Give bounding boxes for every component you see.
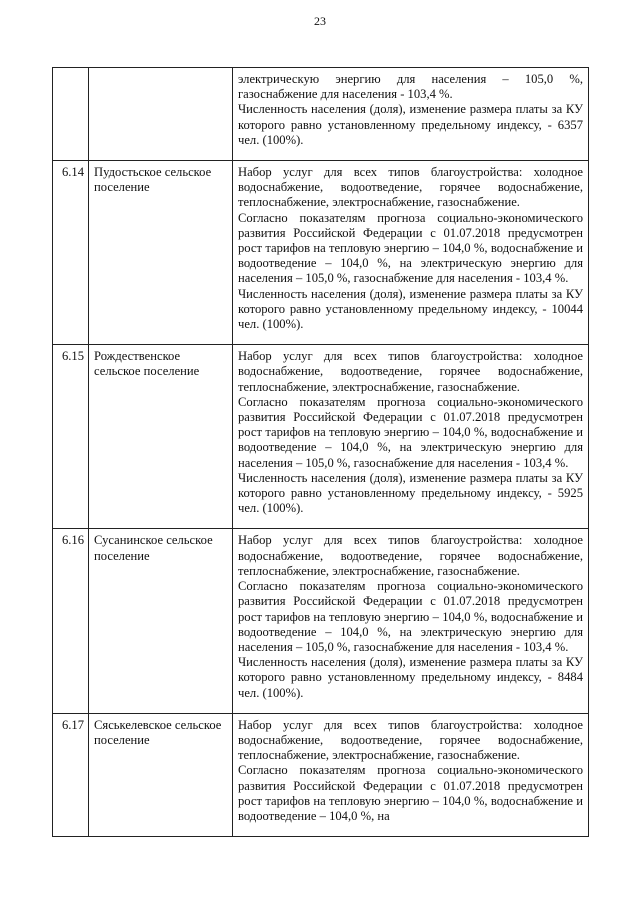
table-row	[53, 345, 589, 529]
description-paragraph: Набор услуг для всех типов благоустройства: холодное водоснабжение, водоотведение, горячее водоснабжение, теплоснабжение, электроснабжение, газоснабжение.	[238, 717, 583, 763]
description-paragraph: Численность населения (доля), изменение размера платы за КУ которого равно установленному предельному индексу, - 6357 чел. (100%).	[238, 102, 583, 147]
settlement-name-cell: Пудостьское сельское поселение	[89, 161, 233, 345]
description-paragraph: Согласно показателям прогноза социально-экономического развития Российской Федерации с 01.07.2018 предусмотрен рост тарифов на тепловую энергию – 104,0 %, водоснабжение и водоотведение – 104,0 %, на	[238, 763, 583, 823]
description-paragraph: Набор услуг для всех типов благоустройства: холодное водоснабжение, водоотведение, горячее водоснабжение, теплоснабжение, электроснабжение, газоснабжение.	[238, 533, 583, 578]
row-number-cell: 6.16	[53, 529, 89, 713]
settlement-name-cell	[89, 68, 233, 161]
table-row	[53, 713, 589, 836]
description-paragraph: Численность населения (доля), изменение размера платы за КУ которого равно установленному предельному индексу, - 8484 чел. (100%).	[238, 655, 583, 700]
settlement-name-cell: Сяськелевское сельское поселение	[89, 713, 233, 836]
description-cell	[233, 68, 589, 161]
row-number-cell	[53, 68, 89, 161]
description-cell	[233, 161, 589, 345]
description-paragraph: Численность населения (доля), изменение размера платы за КУ которого равно установленному предельному индексу, - 10044 чел. (100%).	[238, 286, 583, 332]
description-paragraph: Численность населения (доля), изменение размера платы за КУ которого равно установленному предельному индексу, - 5925 чел. (100%).	[238, 470, 583, 516]
description-paragraph: Набор услуг для всех типов благоустройства: холодное водоснабжение, водоотведение, горячее водоснабжение, теплоснабжение, электроснабжение, газоснабжение.	[238, 349, 583, 394]
description-cell	[233, 529, 589, 713]
settlement-name-cell: Сусанинское сельское поселение	[89, 529, 233, 713]
table-body	[53, 68, 589, 837]
row-number-cell: 6.15	[53, 345, 89, 529]
settlement-name-cell: Рождественское сельское поселение	[89, 345, 233, 529]
description-paragraph: Согласно показателям прогноза социально-экономического развития Российской Федерации с 01.07.2018 предусмотрен рост тарифов на тепловую энергию – 104,0 %, водоснабжение и водоотведение – 104,0 %, на электрическую энергию для населения – 105,0 %, газоснабжение для населения - 103,4 %.	[238, 210, 583, 286]
table-row	[53, 529, 589, 713]
page-number: 23	[314, 14, 326, 28]
row-number-cell: 6.14	[53, 161, 89, 345]
description-paragraph: Согласно показателям прогноза социально-экономического развития Российской Федерации с 01.07.2018 предусмотрен рост тарифов на тепловую энергию – 104,0 %, водоснабжение и водоотведение – 104,0 %, на электрическую энергию для населения – 105,0 %, газоснабжение для населения - 103,4 %.	[238, 394, 583, 470]
table-row	[53, 68, 589, 161]
table-row	[53, 161, 589, 345]
description-cell	[233, 713, 589, 836]
description-paragraph: Набор услуг для всех типов благоустройства: холодное водоснабжение, водоотведение, горячее водоснабжение, теплоснабжение, электроснабжение, газоснабжение.	[238, 165, 583, 210]
description-paragraph: электрическую энергию для населения – 105,0 %, газоснабжение для населения - 103,4 %.	[238, 72, 583, 102]
tariff-table	[52, 67, 589, 837]
description-cell	[233, 345, 589, 529]
row-number-cell: 6.17	[53, 713, 89, 836]
description-paragraph: Согласно показателям прогноза социально-экономического развития Российской Федерации с 01.07.2018 предусмотрен рост тарифов на тепловую энергию – 104,0 %, водоснабжение и водоотведение – 104,0 %, на электрическую энергию для населения – 105,0 %, газоснабжение для населения - 103,4 %.	[238, 579, 583, 654]
